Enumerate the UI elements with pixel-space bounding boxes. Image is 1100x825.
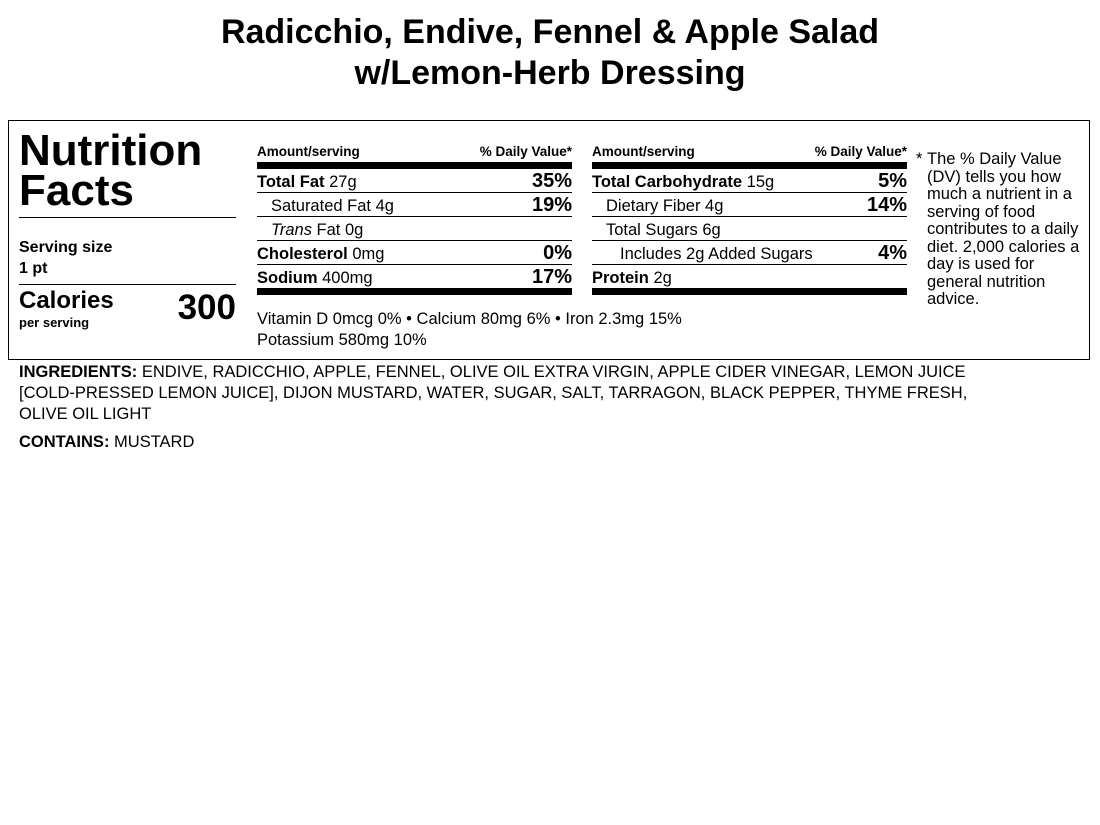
amount-header: Amount/serving	[257, 144, 360, 159]
daily-value: 0%	[543, 242, 572, 264]
calories-label: Calories	[19, 287, 114, 314]
nutrient-row-added-sugars: Includes 2g Added Sugars 4%	[592, 241, 907, 265]
contains-text: MUSTARD	[114, 433, 195, 451]
calories-value: 300	[177, 288, 236, 327]
nutrition-label	[8, 120, 1090, 360]
dv-header: % Daily Value*	[479, 144, 572, 159]
nutrient-row-saturated-fat: Saturated Fat 4g 19%	[257, 193, 572, 217]
allergen-statement	[19, 432, 194, 453]
vitamins-line-1: Vitamin D 0mcg 0% • Calcium 80mg 6% • Iron 2.3mg 15%	[257, 310, 682, 328]
footnote-text: The % Daily Value (DV) tells you how much a nutrient in a serving of food contributes to a daily diet. 2,000 calories a day is used for general nutrition advice.	[927, 150, 1080, 308]
heading-line-2: Facts	[19, 166, 134, 215]
daily-value: 5%	[878, 170, 907, 192]
amount-header: Amount/serving	[592, 144, 695, 159]
thick-rule	[592, 288, 907, 295]
ingredients-text: ENDIVE, RADICCHIO, APPLE, FENNEL, OLIVE OIL EXTRA VIRGIN, APPLE CIDER VINEGAR, LEMON JUICE [COLD-PRESSED LEMON JUICE], DIJON MUSTARD, WATER, SUGAR, SALT, TARRAGON, BLACK PEPPER, THYME FRESH, OLIVE OIL LIGHT	[19, 363, 968, 423]
nutrition-facts-heading	[19, 126, 236, 215]
daily-value: 17%	[531, 266, 572, 288]
nutrient-table-right	[592, 143, 907, 295]
nutrient-row-trans-fat: Trans Fat 0g	[257, 217, 572, 241]
nutrient-table-left	[257, 143, 572, 295]
product-title-line-1: Radicchio, Endive, Fennel & Apple Salad	[220, 13, 880, 51]
product-title-line-2: w/Lemon-Herb Dressing	[354, 54, 746, 92]
nutrient-row-dietary-fiber: Dietary Fiber 4g 14%	[592, 193, 907, 217]
product-title	[0, 12, 1100, 94]
table-header	[257, 143, 572, 161]
serving-size-label: Serving size	[19, 239, 113, 256]
nutrient-row-cholesterol: Cholesterol 0mg 0%	[257, 242, 572, 264]
serving-size	[19, 237, 112, 279]
nutrient-row-total-fat: Total Fat 27g 35%	[257, 170, 572, 192]
divider	[19, 284, 236, 285]
dv-header: % Daily Value*	[814, 144, 907, 159]
table-header	[592, 143, 907, 161]
daily-value-footnote	[916, 151, 1086, 309]
daily-value: 4%	[878, 242, 907, 264]
nutrient-row-protein: Protein 2g	[592, 269, 672, 287]
daily-value: 19%	[531, 194, 572, 216]
heading-line-1: Nutrition	[19, 126, 203, 175]
divider	[19, 217, 236, 218]
contains-label: CONTAINS:	[19, 433, 110, 451]
daily-value: 35%	[531, 170, 572, 192]
vitamins-minerals	[257, 309, 682, 351]
footnote-asterisk: *	[916, 150, 923, 168]
nutrient-row-sodium: Sodium 400mg 17%	[257, 266, 572, 288]
serving-size-value: 1 pt	[19, 260, 48, 277]
nutrient-row-total-sugars: Total Sugars 6g	[592, 217, 907, 241]
thick-rule	[592, 162, 907, 169]
ingredients-label: INGREDIENTS:	[19, 363, 138, 381]
calories-per-serving: per serving	[19, 315, 90, 330]
thick-rule	[257, 162, 572, 169]
vitamins-line-2: Potassium 580mg 10%	[257, 331, 427, 349]
nutrition-heading-block	[19, 126, 236, 218]
daily-value: 14%	[866, 194, 907, 216]
thick-rule	[257, 288, 572, 295]
ingredients-statement	[19, 362, 1019, 425]
nutrient-row-total-carbohydrate: Total Carbohydrate 15g 5%	[592, 170, 907, 192]
